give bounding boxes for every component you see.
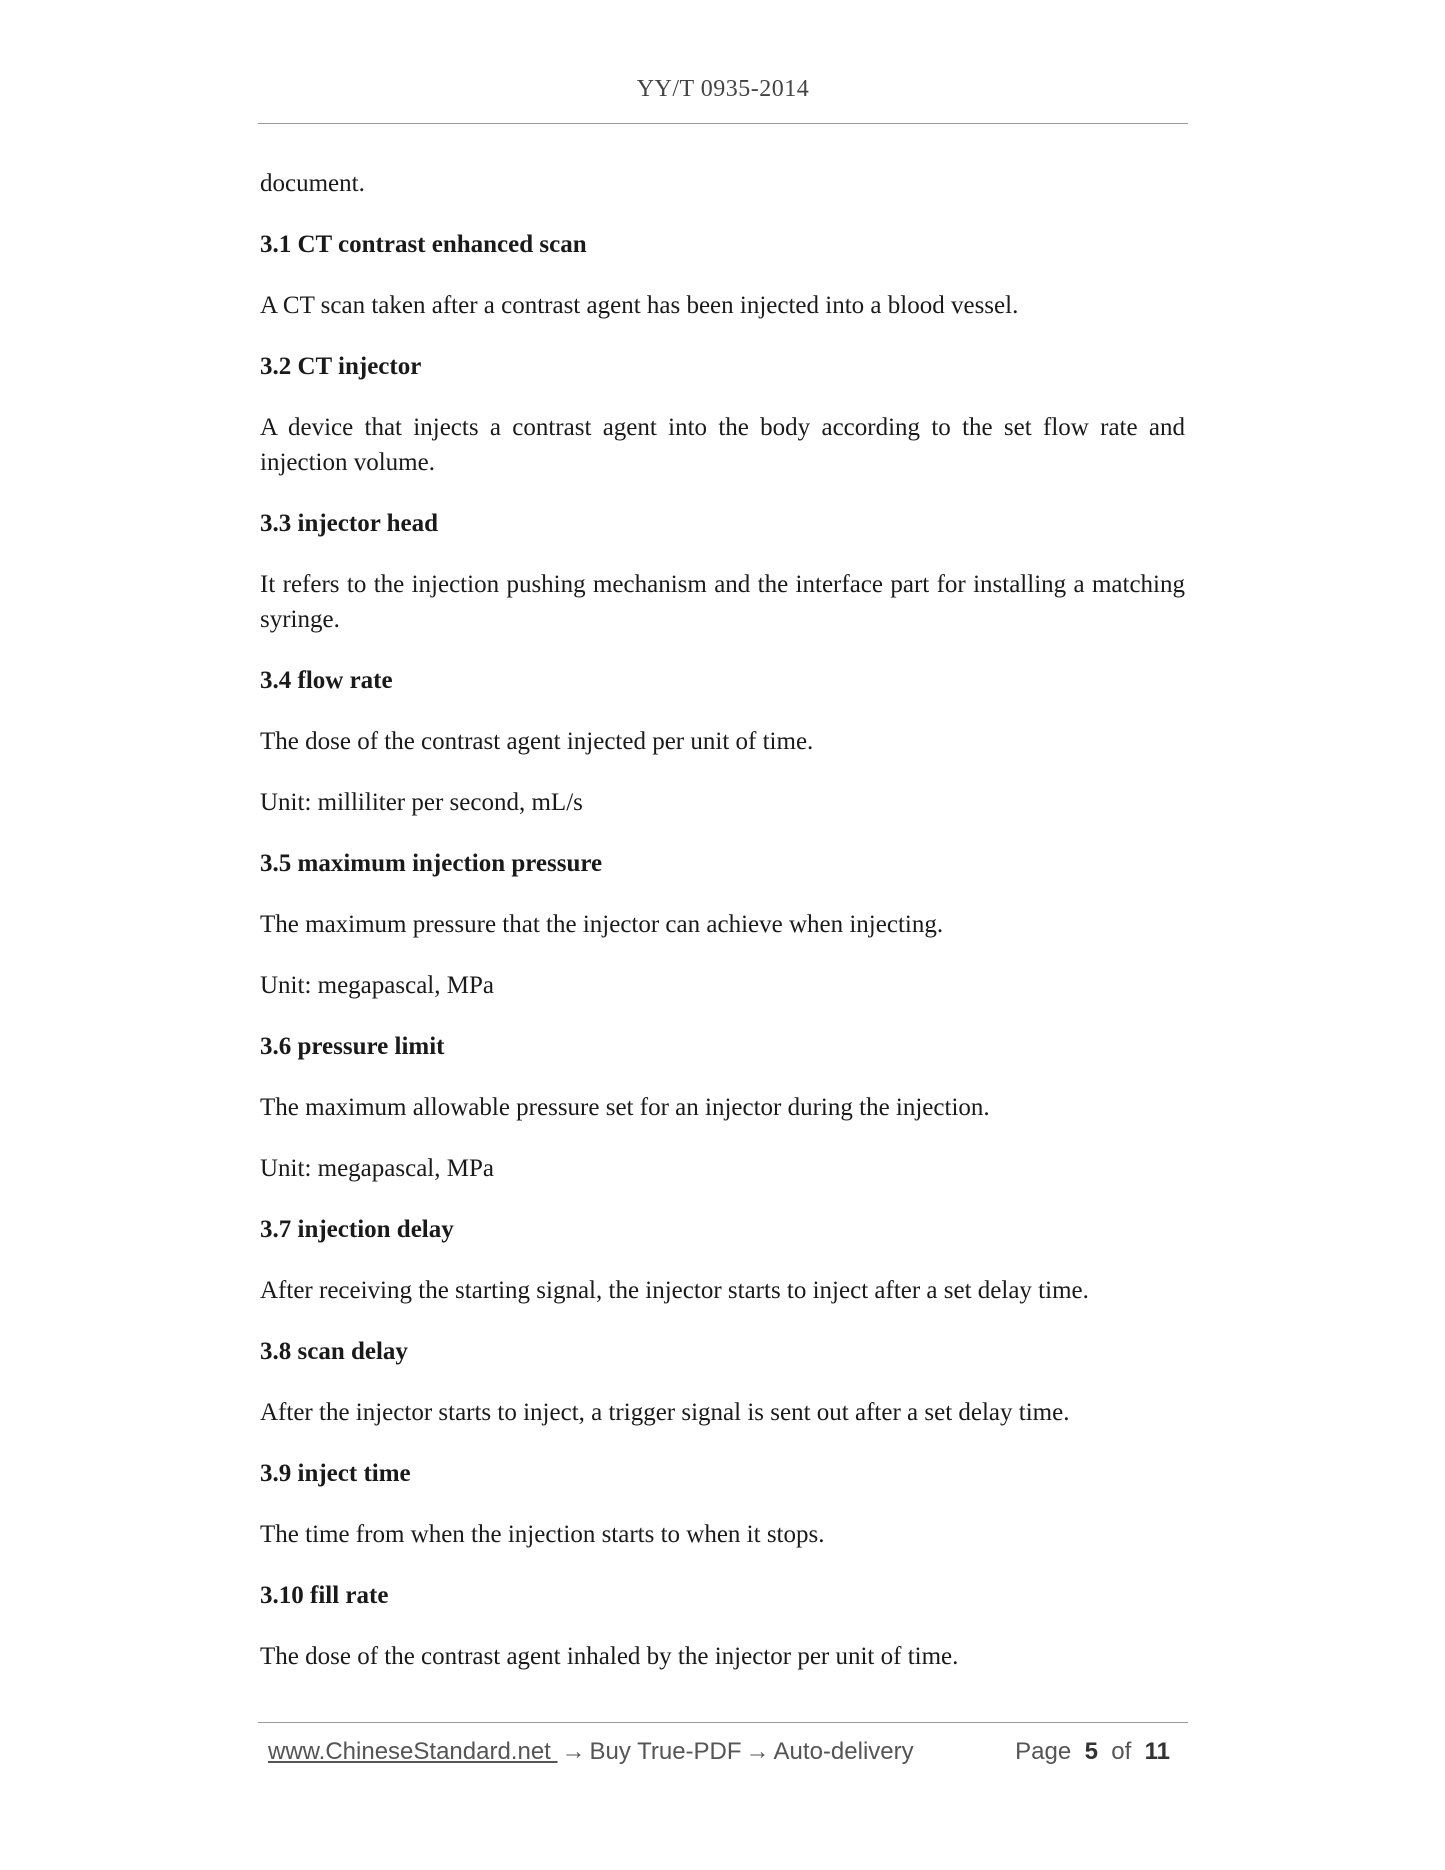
- term-3-2: 3.2 CT injector: [260, 353, 422, 380]
- page-number: [1015, 1732, 1170, 1772]
- footer-links: [268, 1732, 914, 1772]
- definition-3-2: A device that injects a contrast agent into the body according to the set flow rate and injection volume.: [260, 414, 1185, 476]
- term-3-3: 3.3 injector head: [260, 510, 438, 537]
- arrow-right-icon: →: [745, 1738, 770, 1765]
- term-3-5: 3.5 maximum injection pressure: [260, 850, 603, 877]
- page-footer: [268, 1732, 1178, 1772]
- unit-3-4: Unit: milliliter per second, mL/s: [260, 789, 583, 816]
- auto-delivery-text: Auto-delivery: [773, 1738, 914, 1765]
- definition-3-8: After the injector starts to inject, a trigger signal is sent out after a set delay time.: [260, 1399, 1070, 1426]
- document-body: [260, 166, 1185, 1700]
- definition-3-4: The dose of the contrast agent injected per unit of time.: [260, 728, 814, 755]
- term-3-10: 3.10 fill rate: [260, 1582, 389, 1609]
- unit-3-6: Unit: megapascal, MPa: [260, 1155, 494, 1182]
- header-divider: [258, 123, 1188, 124]
- chinese-standard-link[interactable]: www.ChineseStandard.net: [268, 1738, 558, 1765]
- page-total: 11: [1144, 1738, 1170, 1765]
- term-3-6: 3.6 pressure limit: [260, 1033, 445, 1060]
- term-3-7: 3.7 injection delay: [260, 1216, 454, 1243]
- definition-3-3: It refers to the injection pushing mechanism and the interface part for installing a matching syringe.: [260, 571, 1185, 633]
- term-3-4: 3.4 flow rate: [260, 667, 393, 694]
- definition-3-6: The maximum allowable pressure set for an injector during the injection.: [260, 1094, 990, 1121]
- definition-3-7: After receiving the starting signal, the injector starts to inject after a set delay time.: [260, 1277, 1089, 1304]
- term-3-8: 3.8 scan delay: [260, 1338, 408, 1365]
- intro-text: document.: [260, 170, 365, 197]
- definition-3-5: The maximum pressure that the injector can achieve when injecting.: [260, 911, 944, 938]
- page-header-doc-code: YY/T 0935-2014: [636, 76, 810, 102]
- definition-3-1: A CT scan taken after a contrast agent has been injected into a blood vessel.: [260, 292, 1019, 319]
- unit-3-5: Unit: megapascal, MPa: [260, 972, 494, 999]
- buy-true-pdf-text: Buy True-PDF: [589, 1738, 742, 1765]
- definition-3-9: The time from when the injection starts to when it stops.: [260, 1521, 825, 1548]
- arrow-right-icon: →: [561, 1738, 586, 1765]
- footer-divider: [258, 1722, 1188, 1723]
- term-3-9: 3.9 inject time: [260, 1460, 411, 1487]
- term-3-1: 3.1 CT contrast enhanced scan: [260, 231, 587, 258]
- page-label: Page: [1015, 1738, 1072, 1765]
- page-of-label: of: [1111, 1738, 1132, 1765]
- page-current: 5: [1084, 1738, 1098, 1765]
- definition-3-10: The dose of the contrast agent inhaled by the injector per unit of time.: [260, 1643, 959, 1670]
